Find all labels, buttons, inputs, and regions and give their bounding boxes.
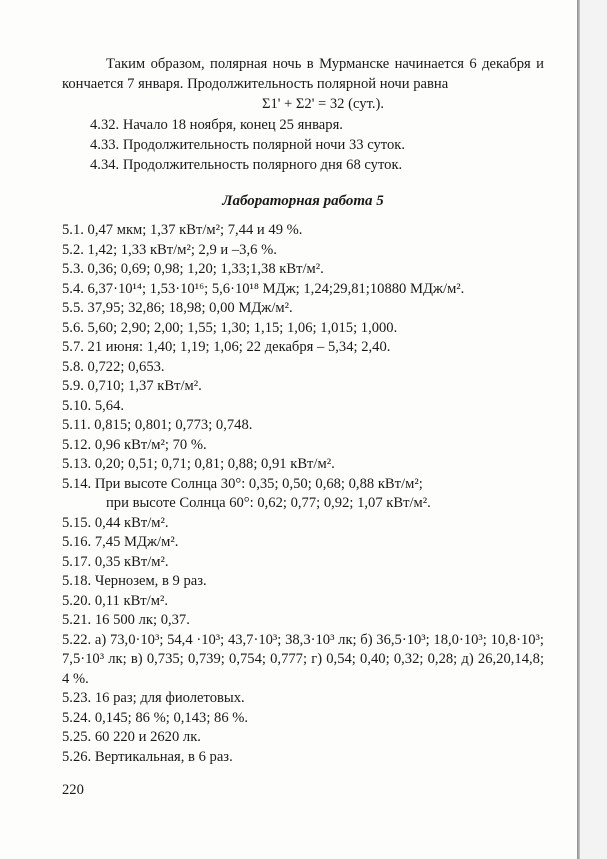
page-number: 220 bbox=[62, 782, 84, 798]
answers-list bbox=[62, 221, 544, 767]
answer-5-1: 5.1. 0,47 мкм; 1,37 кВт/м²; 7,44 и 49 %. bbox=[62, 222, 303, 239]
answer-5-13: 5.13. 0,20; 0,51; 0,71; 0,81; 0,88; 0,91 кВт/м². bbox=[62, 456, 335, 473]
answer-5-9: 5.9. 0,710; 1,37 кВт/м². bbox=[62, 378, 202, 395]
answer-5-26: 5.26. Вертикальная, в 6 раз. bbox=[62, 748, 233, 765]
intro-paragraph: Таким образом, полярная ночь в Мурманске начинается 6 декабря и кончается 7 января. Продолжительность полярной ночи равна bbox=[62, 56, 544, 93]
answer-5-4: 5.4. 6,37·10¹⁴; 1,53·10¹⁶; 5,6·10¹⁸ МДж; 1,24;29,81;10880 МДж/м². bbox=[62, 280, 465, 297]
formula: Σ1' + Σ2' = 32 (сут.). bbox=[261, 96, 384, 113]
answer-4-33: 4.33. Продолжительность полярной ночи 33 суток. bbox=[90, 136, 406, 153]
answer-5-6: 5.6. 5,60; 2,90; 2,00; 1,55; 1,30; 1,15; 1,06; 1,015; 1,000. bbox=[62, 319, 398, 336]
answer-5-25: 5.25. 60 220 и 2620 лк. bbox=[62, 729, 201, 746]
answer-5-2: 5.2. 1,42; 1,33 кВт/м²; 2,9 и –3,6 %. bbox=[62, 241, 277, 258]
page-binding-edge bbox=[577, 0, 580, 859]
answer-5-16: 5.16. 7,45 МДж/м². bbox=[62, 534, 179, 551]
answer-5-11: 5.11. 0,815; 0,801; 0,773; 0,748. bbox=[62, 417, 253, 434]
page-margin-shadow bbox=[580, 0, 607, 859]
section-heading: Лабораторная работа 5 bbox=[222, 193, 384, 210]
answer-5-3: 5.3. 0,36; 0,69; 0,98; 1,20; 1,33;1,38 кВт/м². bbox=[62, 261, 324, 278]
answer-5-24: 5.24. 0,145; 86 %; 0,143; 86 %. bbox=[62, 709, 249, 726]
answer-5-14: 5.14. При высоте Солнца 30°: 0,35; 0,50; 0,68; 0,88 кВт/м²; bbox=[62, 475, 423, 492]
answer-5-15: 5.15. 0,44 кВт/м². bbox=[62, 514, 169, 531]
answer-5-17: 5.17. 0,35 кВт/м². bbox=[62, 553, 169, 570]
page-content bbox=[62, 54, 544, 767]
answer-5-10: 5.10. 5,64. bbox=[62, 397, 125, 414]
answer-5-7: 5.7. 21 июня: 1,40; 1,19; 1,06; 22 декабря – 5,34; 2,40. bbox=[62, 339, 391, 356]
answer-5-23: 5.23. 16 раз; для фиолетовых. bbox=[62, 690, 245, 707]
answer-4-34: 4.34. Продолжительность полярного дня 68 суток. bbox=[90, 157, 403, 174]
answer-5-21: 5.21. 16 500 лк; 0,37. bbox=[62, 612, 190, 629]
answer-5-12: 5.12. 0,96 кВт/м²; 70 %. bbox=[62, 436, 207, 453]
answer-5-8: 5.8. 0,722; 0,653. bbox=[62, 358, 165, 375]
answer-4-32: 4.32. Начало 18 ноября, конец 25 января. bbox=[90, 116, 343, 133]
answer-5-18: 5.18. Чернозем, в 9 раз. bbox=[62, 573, 207, 590]
answer-5-20: 5.20. 0,11 кВт/м². bbox=[62, 592, 168, 609]
answer-5-5: 5.5. 37,95; 32,86; 18,98; 0,00 МДж/м². bbox=[62, 300, 293, 317]
answer-5-14-continued: при высоте Солнца 60°: 0,62; 0,77; 0,92; 1,07 кВт/м². bbox=[106, 495, 431, 512]
answer-5-22: 5.22. а) 73,0·10³; 54,4 ·10³; 43,7·10³; 38,3·10³ лк; б) 36,5·10³; 18,0·10³; 10,8·10³; 7,5·10³ лк; в) 0,735; 0,739; 0,754; 0,777; г) 0,54; 0,40; 0,32; 0,28; д) 26,20,14,8; 4 %. bbox=[62, 631, 544, 687]
